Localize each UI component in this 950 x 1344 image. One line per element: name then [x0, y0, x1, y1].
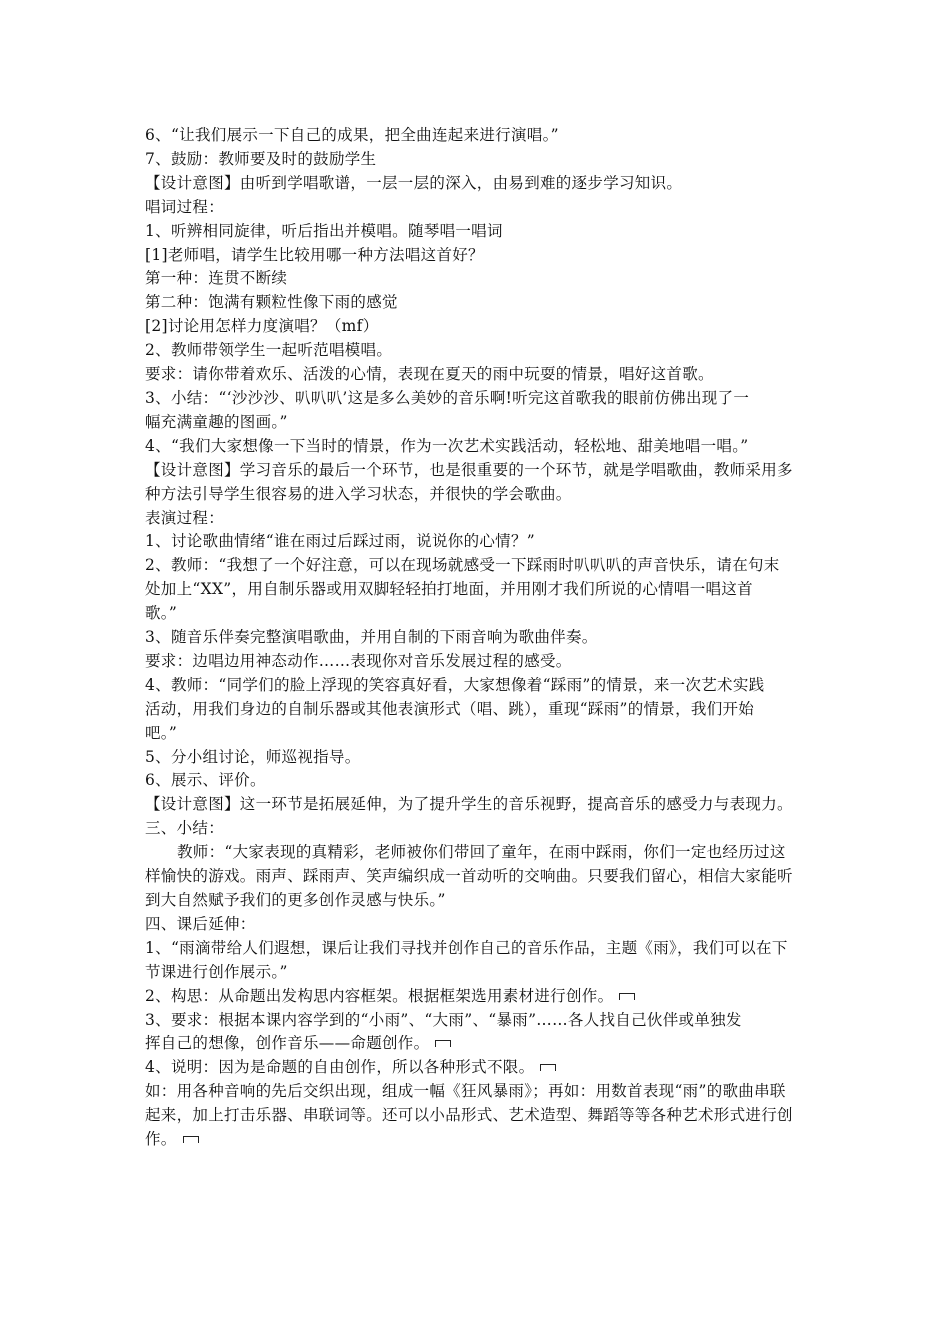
text-line	[145, 483, 811, 507]
text-line	[145, 841, 811, 865]
text-line	[145, 196, 811, 220]
line-text: 2、教师：“我想了一个好注意，可以在现场就感受一下踩雨时叭叭叭的声音快乐，请在句末	[145, 556, 780, 575]
line-text: 7、鼓励：教师要及时的鼓励学生	[145, 149, 377, 168]
text-line	[145, 244, 811, 268]
line-text: 吧。”	[145, 723, 178, 742]
text-line	[145, 889, 811, 913]
paragraph-mark-icon	[540, 1064, 556, 1071]
text-line	[145, 698, 811, 722]
text-line	[145, 387, 811, 411]
line-text: 要求：边唱边用神态动作……表现你对音乐发展过程的感受。	[145, 651, 572, 670]
paragraph-mark-icon	[183, 1136, 199, 1143]
line-text: 四、课后延伸：	[145, 914, 256, 933]
text-line	[145, 626, 811, 650]
text-line	[145, 291, 811, 315]
line-text: [1]老师唱，请学生比较用哪一种方法唱这首好？	[145, 245, 484, 264]
text-line	[145, 435, 811, 459]
line-text: 6、展示、评价。	[145, 771, 266, 790]
text-line	[145, 507, 811, 531]
line-text: 要求：请你带着欢乐、活泼的心情，表现在夏天的雨中玩耍的情景，唱好这首歌。	[145, 365, 714, 384]
text-line	[145, 1080, 811, 1104]
text-line	[145, 793, 811, 817]
line-text: 2、教师带领学生一起听范唱模唱。	[145, 341, 393, 360]
line-text: 1、“雨滴带给人们遐想，课后让我们寻找并创作自己的音乐作品，主题《雨》，我们可以在下	[145, 938, 788, 957]
text-line	[145, 937, 811, 961]
text-line	[145, 363, 811, 387]
text-line	[145, 913, 811, 937]
text-line	[145, 172, 811, 196]
line-text: 3、随音乐伴奏完整演唱歌曲，并用自制的下雨音响为歌曲伴奏。	[145, 628, 598, 647]
line-text: 如：用各种音响的先后交织出现，组成一幅《狂风暴雨》；再如：用数首表现“雨”的歌曲串联	[145, 1082, 786, 1101]
text-line	[145, 459, 811, 483]
line-text: 表演过程：	[145, 508, 225, 527]
text-line	[145, 817, 811, 841]
text-line	[145, 1009, 811, 1033]
line-text: 第一种：连贯不断续	[145, 269, 288, 288]
text-line	[145, 1056, 811, 1080]
line-text: 第二种：饱满有颗粒性像下雨的感觉	[145, 293, 398, 312]
line-text: 4、“我们大家想像一下当时的情景，作为一次艺术实践活动，轻松地、甜美地唱一唱。”	[145, 436, 749, 455]
line-text: 【设计意图】学习音乐的最后一个环节，也是很重要的一个环节，就是学唱歌曲，教师采用多	[145, 460, 793, 479]
line-text: 起来，加上打击乐器、串联词等。还可以小品形式、艺术造型、舞蹈等等各种艺术形式进行创	[145, 1106, 793, 1125]
line-text: 5、分小组讨论，师巡视指导。	[145, 747, 361, 766]
line-text: 4、教师：“同学们的脸上浮现的笑容真好看，大家想像着“踩雨”的情景，来一次艺术实践	[145, 675, 765, 694]
text-line	[145, 339, 811, 363]
document-body	[145, 124, 811, 1152]
text-line	[145, 746, 811, 770]
line-text: 三、小结：	[145, 819, 225, 838]
line-text: 6、“让我们展示一下自己的成果，把全曲连起来进行演唱。”	[145, 126, 559, 144]
line-text: 3、要求：根据本课内容学到的“小雨”、“大雨”、“暴雨”……各人找自己伙伴或单独发	[145, 1010, 742, 1029]
text-line	[145, 315, 811, 339]
line-text: 【设计意图】这一环节是拓展延伸，为了提升学生的音乐视野，提高音乐的感受力与表现力。	[145, 795, 793, 814]
text-line	[145, 411, 811, 435]
line-text: 作。	[145, 1130, 177, 1149]
line-text: 活动，用我们身边的自制乐器或其他表演形式（唱、跳），重现“踩雨”的情景，我们开始	[145, 699, 755, 718]
text-line	[145, 530, 811, 554]
text-line	[145, 865, 811, 889]
line-text: 1、听辨相同旋律，听后指出并模唱。随琴唱一唱词	[145, 221, 503, 240]
line-text: 歌。”	[145, 604, 178, 623]
text-line	[145, 985, 811, 1009]
text-line	[145, 769, 811, 793]
text-line	[145, 650, 811, 674]
line-text: 3、小结：“‘沙沙沙、叭叭叭’这是多么美妙的音乐啊!听完这首歌我的眼前仿佛出现了一	[145, 388, 750, 407]
line-text: 2、构思：从命题出发构思内容框架。根据框架选用素材进行创作。	[145, 986, 614, 1005]
line-text: 唱词过程：	[145, 197, 225, 216]
line-text: 教师：“大家表现的真精彩，老师被你们带回了童年，在雨中踩雨，你们一定也经历过这	[177, 843, 786, 862]
line-text: 节课进行创作展示。”	[145, 962, 288, 981]
text-line	[145, 1032, 811, 1056]
line-text: 【设计意图】由听到学唱歌谱，一层一层的深入，由易到难的逐步学习知识。	[145, 173, 683, 192]
text-line	[145, 674, 811, 698]
text-line	[145, 267, 811, 291]
paragraph-mark-icon	[619, 993, 635, 1000]
line-text: [2]讨论用怎样力度演唱？（mf）	[145, 317, 379, 336]
line-text: 1、讨论歌曲情绪“谁在雨过后踩过雨，说说你的心情？”	[145, 532, 536, 551]
line-text: 样愉快的游戏。雨声、踩雨声、笑声编织成一首动听的交响曲。只要我们留心，相信大家能听	[145, 867, 793, 886]
text-line	[145, 148, 811, 172]
line-text: 幅充满童趣的图画。”	[145, 412, 288, 431]
line-text: 处加上“XX”，用自制乐器或用双脚轻轻拍打地面，并用刚才我们所说的心情唱一唱这首	[145, 580, 753, 599]
line-text: 到大自然赋予我们的更多创作灵感与快乐。”	[145, 891, 446, 909]
line-text: 挥自己的想像，创作音乐——命题创作。	[145, 1034, 430, 1053]
text-line	[145, 961, 811, 985]
line-text: 种方法引导学生很容易的进入学习状态，并很快的学会歌曲。	[145, 484, 572, 503]
text-line	[145, 1104, 811, 1128]
text-line	[145, 220, 811, 244]
paragraph-mark-icon	[435, 1040, 451, 1047]
text-line	[145, 722, 811, 746]
text-line	[145, 124, 811, 148]
text-line	[145, 578, 811, 602]
text-line	[145, 554, 811, 578]
text-line	[145, 602, 811, 626]
text-line	[145, 1128, 811, 1152]
line-text: 4、说明：因为是命题的自由创作，所以各种形式不限。	[145, 1058, 535, 1077]
